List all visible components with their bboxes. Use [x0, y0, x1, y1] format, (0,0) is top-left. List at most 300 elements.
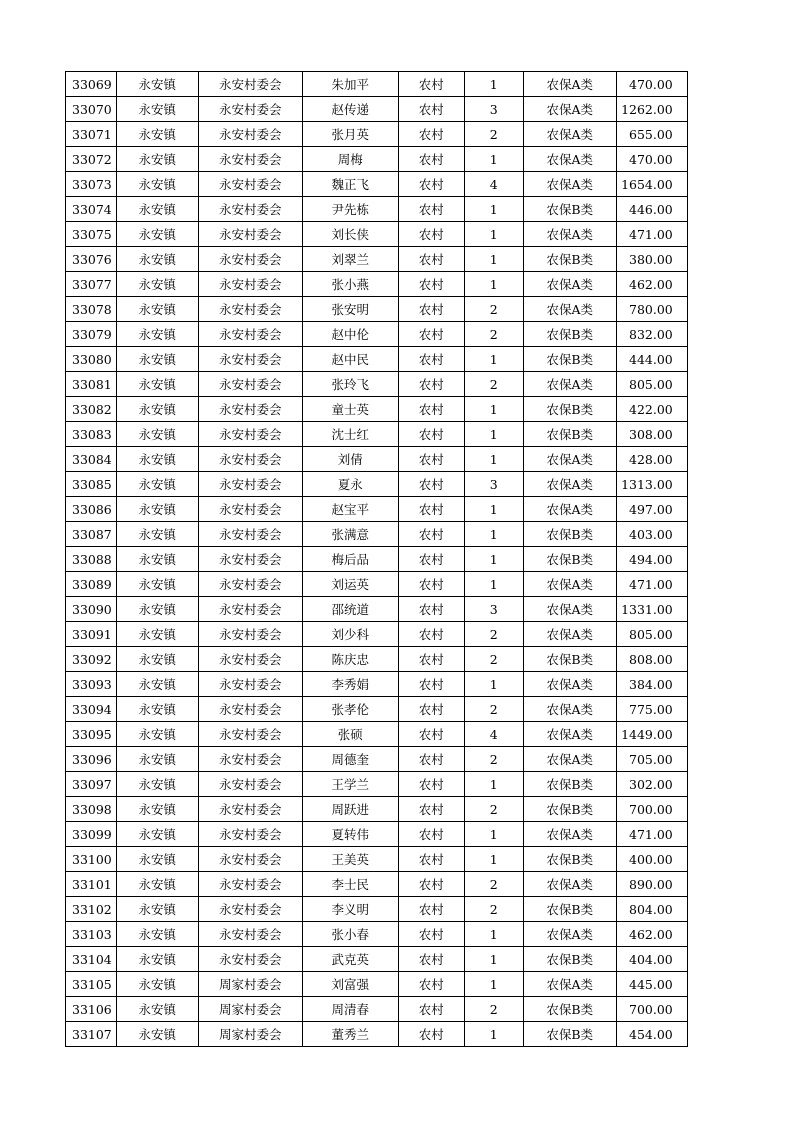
type-cell: 农村 — [398, 947, 464, 972]
table-row — [66, 497, 688, 522]
name-cell: 张小春 — [302, 922, 398, 947]
count-cell: 2 — [464, 122, 523, 147]
category-cell: 农保B类 — [523, 847, 616, 872]
name-cell: 刘运英 — [302, 572, 398, 597]
name-cell: 梅后品 — [302, 547, 398, 572]
amount-cell: 302.00 — [616, 772, 687, 797]
id-cell: 33099 — [66, 822, 117, 847]
amount-cell: 454.00 — [616, 1022, 687, 1047]
table-row — [66, 322, 688, 347]
count-cell: 1 — [464, 397, 523, 422]
name-cell: 沈士红 — [302, 422, 398, 447]
type-cell: 农村 — [398, 347, 464, 372]
id-cell: 33087 — [66, 522, 117, 547]
table-row — [66, 272, 688, 297]
committee-cell: 周家村委会 — [198, 972, 302, 997]
amount-cell: 832.00 — [616, 322, 687, 347]
id-cell: 33095 — [66, 722, 117, 747]
id-cell: 33083 — [66, 422, 117, 447]
id-cell: 33073 — [66, 172, 117, 197]
type-cell: 农村 — [398, 472, 464, 497]
amount-cell: 705.00 — [616, 747, 687, 772]
count-cell: 1 — [464, 222, 523, 247]
category-cell: 农保B类 — [523, 947, 616, 972]
table-row — [66, 72, 688, 97]
committee-cell: 永安村委会 — [198, 122, 302, 147]
id-cell: 33077 — [66, 272, 117, 297]
name-cell: 周清春 — [302, 997, 398, 1022]
town-cell: 永安镇 — [116, 497, 198, 522]
committee-cell: 永安村委会 — [198, 497, 302, 522]
count-cell: 1 — [464, 947, 523, 972]
amount-cell: 1449.00 — [616, 722, 687, 747]
amount-cell: 780.00 — [616, 297, 687, 322]
id-cell: 33079 — [66, 322, 117, 347]
committee-cell: 永安村委会 — [198, 872, 302, 897]
count-cell: 1 — [464, 522, 523, 547]
id-cell: 33104 — [66, 947, 117, 972]
table-row — [66, 247, 688, 272]
town-cell: 永安镇 — [116, 547, 198, 572]
committee-cell: 永安村委会 — [198, 697, 302, 722]
category-cell: 农保A类 — [523, 972, 616, 997]
type-cell: 农村 — [398, 297, 464, 322]
type-cell: 农村 — [398, 797, 464, 822]
town-cell: 永安镇 — [116, 922, 198, 947]
committee-cell: 永安村委会 — [198, 747, 302, 772]
table-row — [66, 547, 688, 572]
category-cell: 农保A类 — [523, 822, 616, 847]
amount-cell: 494.00 — [616, 547, 687, 572]
town-cell: 永安镇 — [116, 797, 198, 822]
type-cell: 农村 — [398, 172, 464, 197]
amount-cell: 805.00 — [616, 622, 687, 647]
town-cell: 永安镇 — [116, 847, 198, 872]
town-cell: 永安镇 — [116, 272, 198, 297]
town-cell: 永安镇 — [116, 822, 198, 847]
committee-cell: 永安村委会 — [198, 222, 302, 247]
count-cell: 1 — [464, 847, 523, 872]
amount-cell: 890.00 — [616, 872, 687, 897]
table-row — [66, 672, 688, 697]
category-cell: 农保B类 — [523, 1022, 616, 1047]
id-cell: 33085 — [66, 472, 117, 497]
committee-cell: 永安村委会 — [198, 472, 302, 497]
town-cell: 永安镇 — [116, 897, 198, 922]
category-cell: 农保A类 — [523, 447, 616, 472]
town-cell: 永安镇 — [116, 72, 198, 97]
table-row — [66, 597, 688, 622]
town-cell: 永安镇 — [116, 372, 198, 397]
town-cell: 永安镇 — [116, 472, 198, 497]
id-cell: 33103 — [66, 922, 117, 947]
category-cell: 农保B类 — [523, 322, 616, 347]
amount-cell: 462.00 — [616, 272, 687, 297]
type-cell: 农村 — [398, 822, 464, 847]
count-cell: 2 — [464, 872, 523, 897]
category-cell: 农保B类 — [523, 197, 616, 222]
category-cell: 农保A类 — [523, 172, 616, 197]
amount-cell: 444.00 — [616, 347, 687, 372]
category-cell: 农保B类 — [523, 347, 616, 372]
name-cell: 魏正飞 — [302, 172, 398, 197]
amount-cell: 422.00 — [616, 397, 687, 422]
amount-cell: 471.00 — [616, 222, 687, 247]
committee-cell: 永安村委会 — [198, 397, 302, 422]
table-row — [66, 622, 688, 647]
town-cell: 永安镇 — [116, 397, 198, 422]
town-cell: 永安镇 — [116, 147, 198, 172]
type-cell: 农村 — [398, 197, 464, 222]
town-cell: 永安镇 — [116, 572, 198, 597]
type-cell: 农村 — [398, 597, 464, 622]
type-cell: 农村 — [398, 672, 464, 697]
id-cell: 33106 — [66, 997, 117, 1022]
category-cell: 农保A类 — [523, 672, 616, 697]
amount-cell: 470.00 — [616, 147, 687, 172]
count-cell: 2 — [464, 647, 523, 672]
name-cell: 赵宝平 — [302, 497, 398, 522]
name-cell: 王学兰 — [302, 772, 398, 797]
type-cell: 农村 — [398, 572, 464, 597]
type-cell: 农村 — [398, 147, 464, 172]
category-cell: 农保A类 — [523, 72, 616, 97]
name-cell: 李士民 — [302, 872, 398, 897]
table-row — [66, 997, 688, 1022]
amount-cell: 1313.00 — [616, 472, 687, 497]
town-cell: 永安镇 — [116, 872, 198, 897]
name-cell: 武克英 — [302, 947, 398, 972]
table-row — [66, 772, 688, 797]
town-cell: 永安镇 — [116, 297, 198, 322]
committee-cell: 永安村委会 — [198, 797, 302, 822]
town-cell: 永安镇 — [116, 947, 198, 972]
category-cell: 农保A类 — [523, 297, 616, 322]
type-cell: 农村 — [398, 747, 464, 772]
count-cell: 1 — [464, 147, 523, 172]
table-row — [66, 747, 688, 772]
type-cell: 农村 — [398, 872, 464, 897]
committee-cell: 周家村委会 — [198, 1022, 302, 1047]
type-cell: 农村 — [398, 697, 464, 722]
count-cell: 4 — [464, 722, 523, 747]
count-cell: 1 — [464, 272, 523, 297]
name-cell: 张安明 — [302, 297, 398, 322]
name-cell: 童士英 — [302, 397, 398, 422]
count-cell: 1 — [464, 72, 523, 97]
town-cell: 永安镇 — [116, 122, 198, 147]
town-cell: 永安镇 — [116, 772, 198, 797]
id-cell: 33076 — [66, 247, 117, 272]
committee-cell: 永安村委会 — [198, 197, 302, 222]
name-cell: 张月英 — [302, 122, 398, 147]
committee-cell: 永安村委会 — [198, 447, 302, 472]
name-cell: 赵传递 — [302, 97, 398, 122]
table-row — [66, 347, 688, 372]
type-cell: 农村 — [398, 722, 464, 747]
count-cell: 1 — [464, 422, 523, 447]
id-cell: 33072 — [66, 147, 117, 172]
amount-cell: 471.00 — [616, 822, 687, 847]
category-cell: 农保A类 — [523, 372, 616, 397]
committee-cell: 永安村委会 — [198, 547, 302, 572]
amount-cell: 471.00 — [616, 572, 687, 597]
amount-cell: 1654.00 — [616, 172, 687, 197]
town-cell: 永安镇 — [116, 722, 198, 747]
table-row — [66, 897, 688, 922]
table-row — [66, 822, 688, 847]
name-cell: 刘翠兰 — [302, 247, 398, 272]
category-cell: 农保B类 — [523, 522, 616, 547]
committee-cell: 永安村委会 — [198, 622, 302, 647]
id-cell: 33105 — [66, 972, 117, 997]
count-cell: 2 — [464, 797, 523, 822]
category-cell: 农保A类 — [523, 597, 616, 622]
type-cell: 农村 — [398, 272, 464, 297]
type-cell: 农村 — [398, 622, 464, 647]
category-cell: 农保A类 — [523, 472, 616, 497]
type-cell: 农村 — [398, 97, 464, 122]
category-cell: 农保B类 — [523, 797, 616, 822]
name-cell: 李秀娟 — [302, 672, 398, 697]
name-cell: 周跃进 — [302, 797, 398, 822]
id-cell: 33081 — [66, 372, 117, 397]
name-cell: 董秀兰 — [302, 1022, 398, 1047]
town-cell: 永安镇 — [116, 522, 198, 547]
table-row — [66, 797, 688, 822]
id-cell: 33082 — [66, 397, 117, 422]
committee-cell: 永安村委会 — [198, 347, 302, 372]
id-cell: 33090 — [66, 597, 117, 622]
id-cell: 33070 — [66, 97, 117, 122]
town-cell: 永安镇 — [116, 622, 198, 647]
committee-cell: 永安村委会 — [198, 672, 302, 697]
committee-cell: 永安村委会 — [198, 772, 302, 797]
id-cell: 33093 — [66, 672, 117, 697]
category-cell: 农保A类 — [523, 722, 616, 747]
town-cell: 永安镇 — [116, 97, 198, 122]
count-cell: 2 — [464, 297, 523, 322]
data-table — [65, 71, 688, 1047]
type-cell: 农村 — [398, 397, 464, 422]
category-cell: 农保B类 — [523, 247, 616, 272]
id-cell: 33098 — [66, 797, 117, 822]
count-cell: 2 — [464, 322, 523, 347]
table-row — [66, 222, 688, 247]
count-cell: 2 — [464, 747, 523, 772]
type-cell: 农村 — [398, 922, 464, 947]
committee-cell: 永安村委会 — [198, 722, 302, 747]
type-cell: 农村 — [398, 422, 464, 447]
amount-cell: 400.00 — [616, 847, 687, 872]
name-cell: 张孝伦 — [302, 697, 398, 722]
town-cell: 永安镇 — [116, 347, 198, 372]
amount-cell: 470.00 — [616, 72, 687, 97]
amount-cell: 404.00 — [616, 947, 687, 972]
table-row — [66, 297, 688, 322]
count-cell: 2 — [464, 622, 523, 647]
committee-cell: 永安村委会 — [198, 297, 302, 322]
count-cell: 1 — [464, 347, 523, 372]
id-cell: 33086 — [66, 497, 117, 522]
type-cell: 农村 — [398, 72, 464, 97]
town-cell: 永安镇 — [116, 597, 198, 622]
type-cell: 农村 — [398, 122, 464, 147]
id-cell: 33107 — [66, 1022, 117, 1047]
amount-cell: 428.00 — [616, 447, 687, 472]
amount-cell: 445.00 — [616, 972, 687, 997]
amount-cell: 308.00 — [616, 422, 687, 447]
name-cell: 张玲飞 — [302, 372, 398, 397]
category-cell: 农保B类 — [523, 422, 616, 447]
committee-cell: 永安村委会 — [198, 172, 302, 197]
id-cell: 33074 — [66, 197, 117, 222]
type-cell: 农村 — [398, 972, 464, 997]
id-cell: 33096 — [66, 747, 117, 772]
category-cell: 农保A类 — [523, 572, 616, 597]
count-cell: 1 — [464, 247, 523, 272]
name-cell: 赵中伦 — [302, 322, 398, 347]
committee-cell: 永安村委会 — [198, 322, 302, 347]
name-cell: 赵中民 — [302, 347, 398, 372]
name-cell: 张满意 — [302, 522, 398, 547]
id-cell: 33091 — [66, 622, 117, 647]
table-row — [66, 147, 688, 172]
table-row — [66, 947, 688, 972]
name-cell: 夏转伟 — [302, 822, 398, 847]
count-cell: 1 — [464, 197, 523, 222]
name-cell: 夏永 — [302, 472, 398, 497]
name-cell: 刘长侠 — [302, 222, 398, 247]
amount-cell: 1331.00 — [616, 597, 687, 622]
id-cell: 33088 — [66, 547, 117, 572]
type-cell: 农村 — [398, 897, 464, 922]
town-cell: 永安镇 — [116, 447, 198, 472]
type-cell: 农村 — [398, 247, 464, 272]
id-cell: 33102 — [66, 897, 117, 922]
count-cell: 3 — [464, 472, 523, 497]
count-cell: 1 — [464, 922, 523, 947]
count-cell: 2 — [464, 697, 523, 722]
id-cell: 33071 — [66, 122, 117, 147]
amount-cell: 700.00 — [616, 997, 687, 1022]
town-cell: 永安镇 — [116, 222, 198, 247]
committee-cell: 永安村委会 — [198, 572, 302, 597]
type-cell: 农村 — [398, 497, 464, 522]
category-cell: 农保A类 — [523, 872, 616, 897]
category-cell: 农保A类 — [523, 122, 616, 147]
category-cell: 农保A类 — [523, 497, 616, 522]
category-cell: 农保B类 — [523, 647, 616, 672]
category-cell: 农保B类 — [523, 397, 616, 422]
committee-cell: 周家村委会 — [198, 997, 302, 1022]
committee-cell: 永安村委会 — [198, 72, 302, 97]
town-cell: 永安镇 — [116, 247, 198, 272]
committee-cell: 永安村委会 — [198, 822, 302, 847]
committee-cell: 永安村委会 — [198, 422, 302, 447]
name-cell: 李义明 — [302, 897, 398, 922]
category-cell: 农保B类 — [523, 897, 616, 922]
type-cell: 农村 — [398, 1022, 464, 1047]
type-cell: 农村 — [398, 222, 464, 247]
count-cell: 1 — [464, 547, 523, 572]
town-cell: 永安镇 — [116, 1022, 198, 1047]
count-cell: 1 — [464, 672, 523, 697]
name-cell: 刘倩 — [302, 447, 398, 472]
amount-cell: 497.00 — [616, 497, 687, 522]
table-row — [66, 372, 688, 397]
table-row — [66, 447, 688, 472]
amount-cell: 380.00 — [616, 247, 687, 272]
committee-cell: 永安村委会 — [198, 922, 302, 947]
name-cell: 刘富强 — [302, 972, 398, 997]
name-cell: 张小燕 — [302, 272, 398, 297]
table-row — [66, 122, 688, 147]
town-cell: 永安镇 — [116, 672, 198, 697]
id-cell: 33094 — [66, 697, 117, 722]
table-row — [66, 697, 688, 722]
table-row — [66, 922, 688, 947]
id-cell: 33092 — [66, 647, 117, 672]
table-row — [66, 647, 688, 672]
name-cell: 陈庆忠 — [302, 647, 398, 672]
category-cell: 农保A类 — [523, 97, 616, 122]
table-row — [66, 397, 688, 422]
type-cell: 农村 — [398, 847, 464, 872]
name-cell: 尹先栋 — [302, 197, 398, 222]
committee-cell: 永安村委会 — [198, 372, 302, 397]
count-cell: 1 — [464, 772, 523, 797]
table-row — [66, 522, 688, 547]
id-cell: 33097 — [66, 772, 117, 797]
id-cell: 33069 — [66, 72, 117, 97]
committee-cell: 永安村委会 — [198, 247, 302, 272]
type-cell: 农村 — [398, 447, 464, 472]
town-cell: 永安镇 — [116, 422, 198, 447]
table-row — [66, 847, 688, 872]
count-cell: 4 — [464, 172, 523, 197]
name-cell: 朱加平 — [302, 72, 398, 97]
category-cell: 农保A类 — [523, 697, 616, 722]
table-row — [66, 1022, 688, 1047]
category-cell: 农保B类 — [523, 772, 616, 797]
amount-cell: 808.00 — [616, 647, 687, 672]
type-cell: 农村 — [398, 772, 464, 797]
type-cell: 农村 — [398, 547, 464, 572]
committee-cell: 永安村委会 — [198, 147, 302, 172]
category-cell: 农保A类 — [523, 922, 616, 947]
count-cell: 2 — [464, 372, 523, 397]
amount-cell: 403.00 — [616, 522, 687, 547]
id-cell: 33078 — [66, 297, 117, 322]
town-cell: 永安镇 — [116, 172, 198, 197]
table-row — [66, 722, 688, 747]
count-cell: 1 — [464, 447, 523, 472]
amount-cell: 384.00 — [616, 672, 687, 697]
table-body — [66, 72, 688, 1047]
id-cell: 33089 — [66, 572, 117, 597]
amount-cell: 655.00 — [616, 122, 687, 147]
town-cell: 永安镇 — [116, 997, 198, 1022]
type-cell: 农村 — [398, 522, 464, 547]
committee-cell: 永安村委会 — [198, 597, 302, 622]
amount-cell: 775.00 — [616, 697, 687, 722]
table-row — [66, 172, 688, 197]
committee-cell: 永安村委会 — [198, 272, 302, 297]
count-cell: 1 — [464, 572, 523, 597]
category-cell: 农保A类 — [523, 222, 616, 247]
count-cell: 1 — [464, 1022, 523, 1047]
